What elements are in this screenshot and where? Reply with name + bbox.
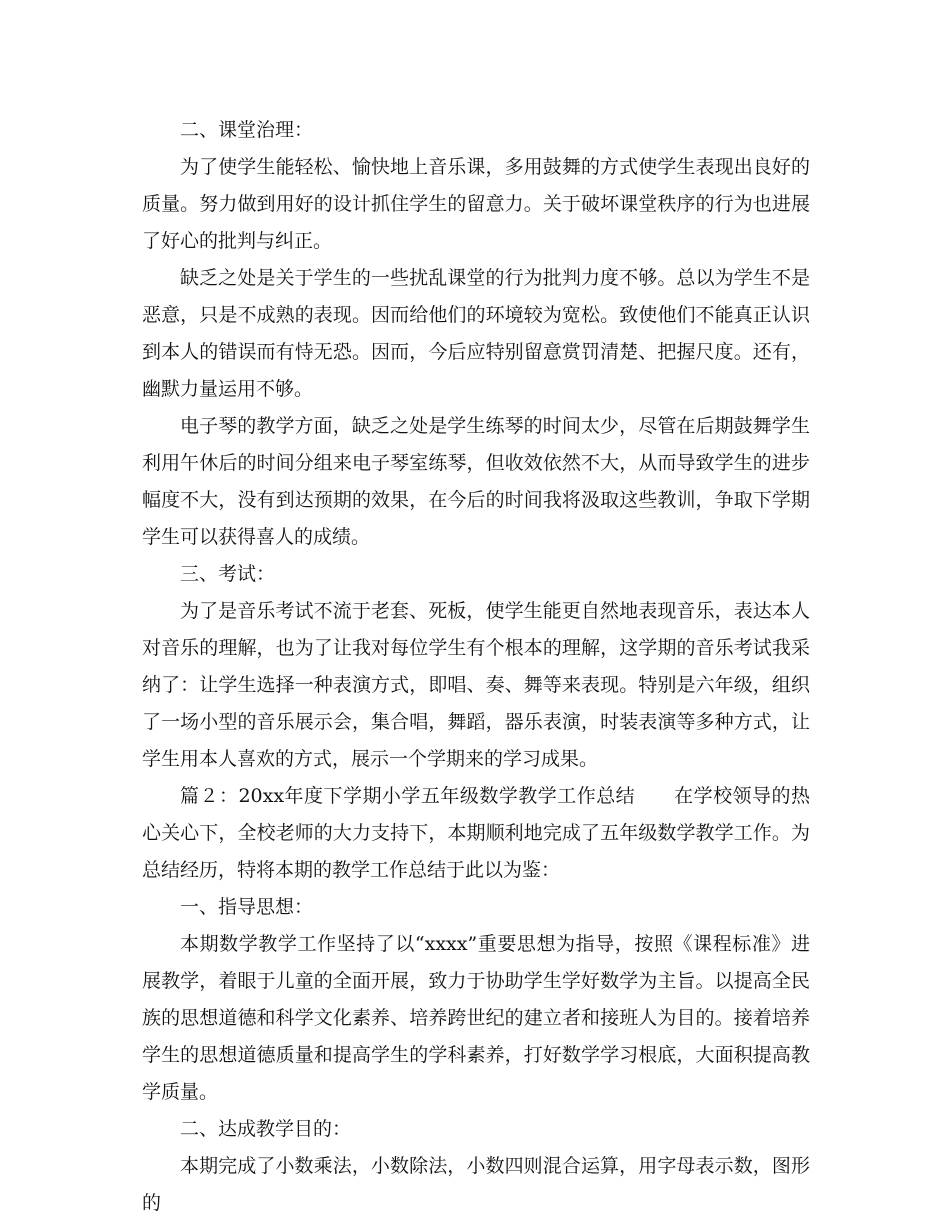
paragraph: 本期数学教学工作坚持了以“xxxx”重要思想为指导，按照《课程标准》进展教学，着眼于儿童的全面开展，致力于协助学生学好数学为主旨。以提高全民族的思想道德和科学文化素养、培养跨世纪的建立者和接班人为目的。接着培养学生的思想道德质量和提高学生的学科素养，打好数学学习根底，大面积提高教学质量。 [142,933,810,1103]
section-heading-guiding-ideas: 一、指导思想： [180,896,314,918]
section-heading-classroom: 二、课堂治理： [180,119,314,141]
paragraph: 电子琴的教学方面，缺乏之处是学生练琴的时间太少，尽管在后期鼓舞学生利用午休后的时间分组来电子琴室练琴，但收效依然不大，从而导致学生的进步幅度不大，没有到达预期的效果，在今后的时间我将汲取这些教训，争取下学期学生可以获得喜人的成绩。 [142,415,810,548]
document-page [142,112,810,1222]
paragraph: 本期完成了小数乘法，小数除法，小数四则混合运算，用字母表示数，图形的 [142,1155,810,1214]
paragraph: 篇２：20xx年度下学期小学五年级数学教学工作总结 在学校领导的热心关心下，全校老师的大力支持下，本期顺利地完成了五年级数学教学工作。为总结经历，特将本期的教学工作总结于此以为鉴： [142,785,810,881]
section-heading-teaching-goals: 二、达成教学目的： [180,1118,352,1140]
paragraph: 缺乏之处是关于学生的一些扰乱课堂的行为批判力度不够。总以为学生不是恶意，只是不成熟的表现。因而给他们的环境较为宽松。致使他们不能真正认识到本人的错误而有恃无恐。因而，今后应特别留意赏罚清楚、把握尺度。还有，幽默力量运用不够。 [142,267,810,400]
paragraph: 为了是音乐考试不流于老套、死板，使学生能更自然地表现音乐，表达本人对音乐的理解，也为了让我对每位学生有个根本的理解，这学期的音乐考试我采纳了：让学生选择一种表演方式，即唱、奏、舞等来表现。特别是六年级，组织了一场小型的音乐展示会，集合唱，舞蹈，器乐表演，时装表演等多种方式，让学生用本人喜欢的方式，展示一个学期来的学习成果。 [142,600,810,770]
paragraph: 为了使学生能轻松、愉快地上音乐课，多用鼓舞的方式使学生表现出良好的质量。努力做到用好的设计抓住学生的留意力。关于破坏课堂秩序的行为也进展了好心的批判与纠正。 [142,156,810,252]
section-heading-exam: 三、考试： [180,563,276,585]
